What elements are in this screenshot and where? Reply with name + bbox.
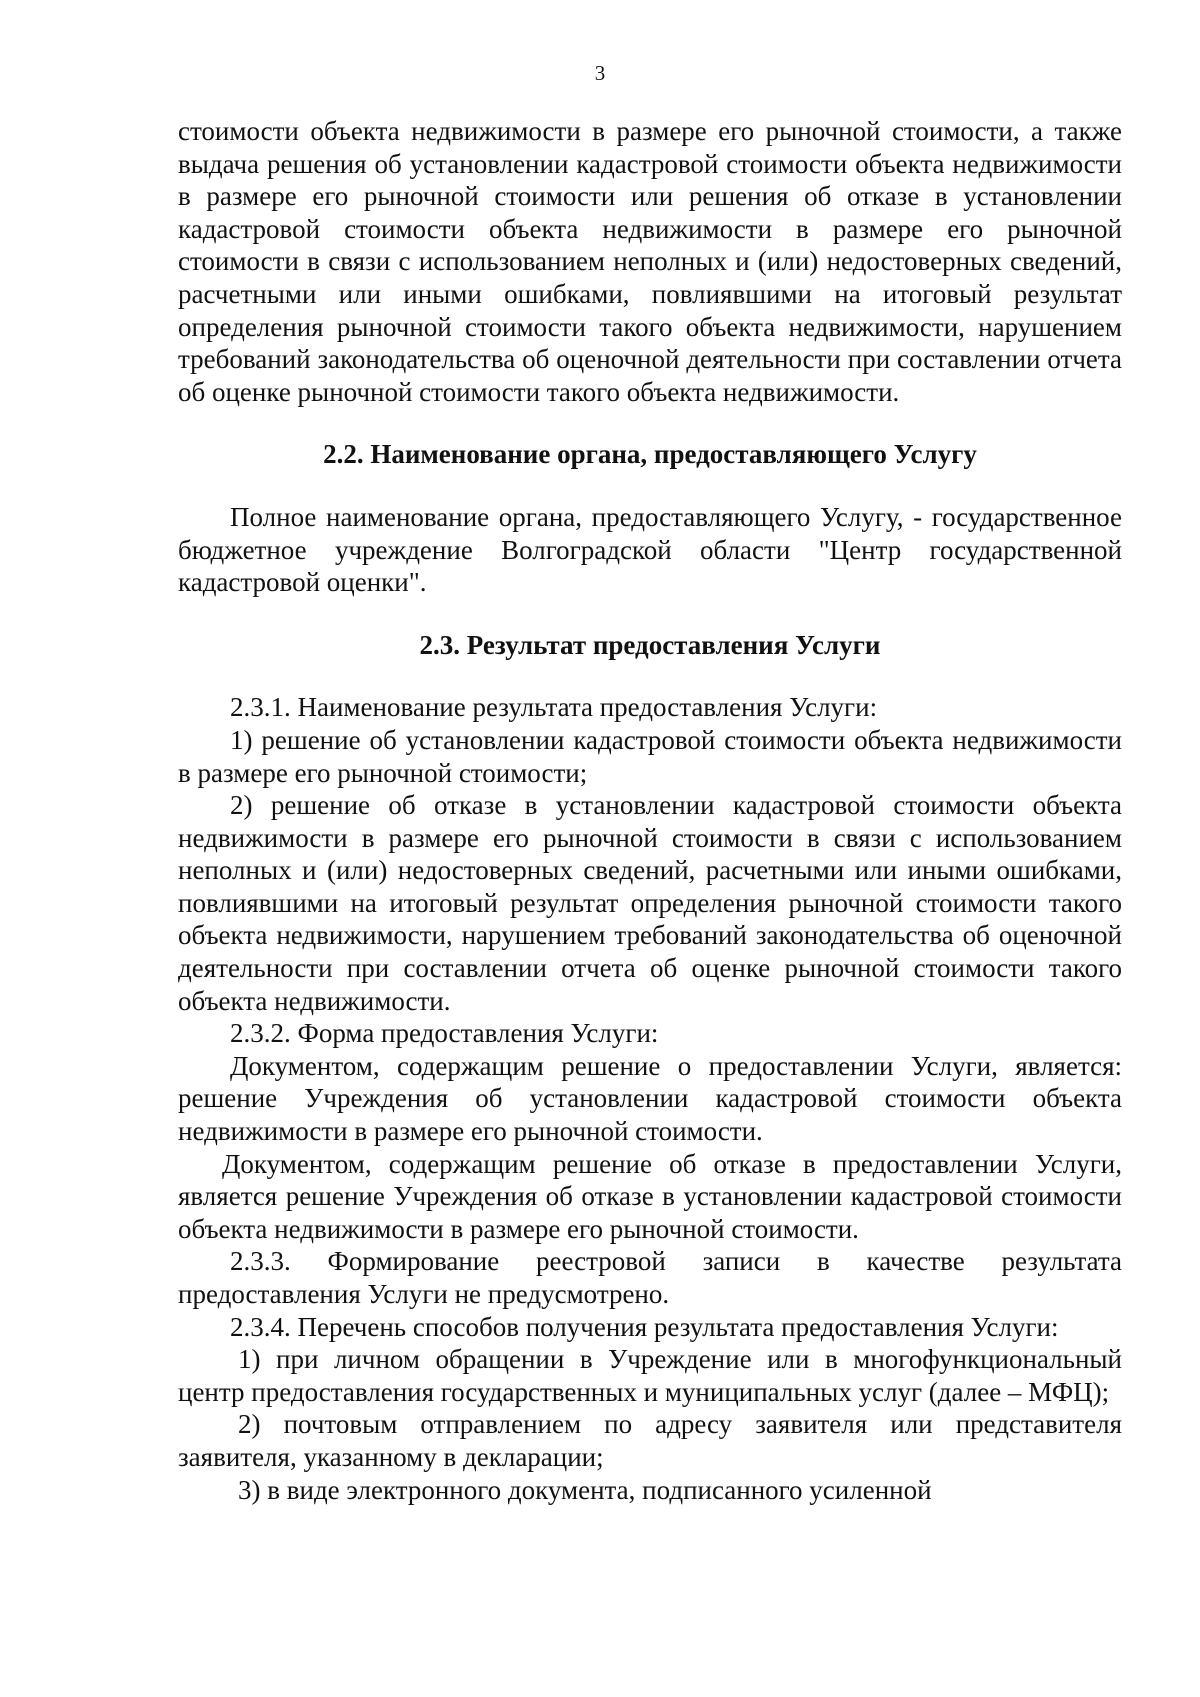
paragraph-2-3-1: 2.3.1. Наименование результата предоставления Услуги: [230, 692, 878, 723]
list-item-2-3-4-2: 2) почтовым отправлением по адресу заявителя или представителя заявителя, указанному в декларации; [178, 1409, 1122, 1472]
paragraph-intro: стоимости объекта недвижимости в размере его рыночной стоимости, а также выдача решения об установлении кадастровой стоимости объекта недвижимости в размере его рыночной стоимости или решения об отказе в установлении кадастровой стоимости объекта недвижимости в размере его рыночной стоимости в связи с использованием неполных и (или) недостоверных сведений, расчетными или иными ошибками, повлиявшими на итоговый результат определения рыночной стоимости такого объекта недвижимости, нарушением требований законодательства об оценочной деятельности при составлении отчета об оценке рыночной стоимости такого объекта недвижимости. [178, 116, 1122, 407]
section-heading-2-2: 2.2. Наименование органа, предоставляющего Услугу [323, 439, 977, 470]
document-body [178, 115, 1122, 1506]
list-item-2-3-4-3: 3) в виде электронного документа, подписанного усиленной [238, 1474, 932, 1505]
paragraph-2-3-3: 2.3.3. Формирование реестровой записи в качестве результата предоставления Услуги не предусмотрено. [178, 1246, 1122, 1309]
paragraph-authority-name: Полное наименование органа, предоставляющего Услугу, - государственное бюджетное учреждение Волгоградской области "Центр государственной кадастровой оценки". [178, 501, 1122, 598]
list-item-2-3-4-1: 1) при личном обращении в Учреждение или в многофункциональный центр предоставления государственных и муниципальных услуг (далее – МФЦ); [178, 1344, 1122, 1407]
list-item-2-3-1-2: 2) решение об отказе в установлении кадастровой стоимости объекта недвижимости в размере его рыночной стоимости в связи с использованием неполных и (или) недостоверных сведений, расчетными или иными ошибками, повлиявшими на итоговый результат определения рыночной стоимости такого объекта недвижимости, нарушением требований законодательства об оценочной деятельности при составлении отчета об оценке рыночной стоимости такого объекта недвижимости. [178, 790, 1122, 1016]
section-heading-2-3: 2.3. Результат предоставления Услуги [419, 629, 881, 660]
paragraph-2-3-4: 2.3.4. Перечень способов получения результата предоставления Услуги: [230, 1311, 1059, 1342]
paragraph-2-3-2-refusal: Документом, содержащим решение об отказе в предоставлении Услуги, является решение Учреждения об отказе в установлении кадастровой стоимости объекта недвижимости в размере его рыночной стоимости. [178, 1148, 1122, 1244]
paragraph-2-3-2: 2.3.2. Форма предоставления Услуги: [230, 1018, 659, 1049]
list-item-2-3-1-1: 1) решение об установлении кадастровой стоимости объекта недвижимости в размере его рыночной стоимости; [178, 724, 1122, 788]
page-number: 3 [594, 61, 606, 85]
paragraph-2-3-2-grant: Документом, содержащим решение о предоставлении Услуги, является: решение Учреждения об установлении кадастровой стоимости объекта недвижимости в размере его рыночной стоимости. [178, 1050, 1122, 1147]
